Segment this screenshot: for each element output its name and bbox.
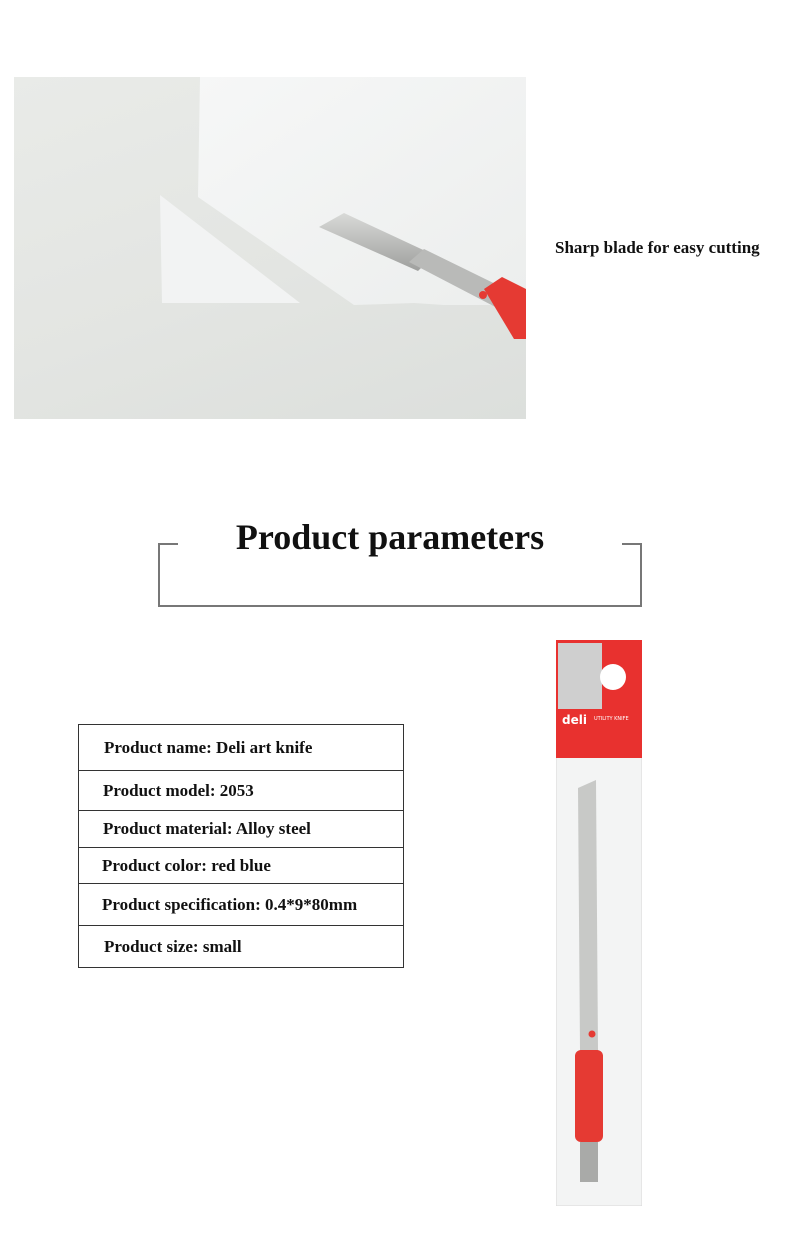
header-blade-window bbox=[558, 643, 602, 709]
param-model: Product model: 2053 bbox=[103, 780, 254, 800]
param-row-size bbox=[79, 926, 403, 967]
photo-caption: Sharp blade for easy cutting bbox=[555, 238, 760, 257]
param-name: Product name: Deli art knife bbox=[104, 737, 313, 757]
frame-tick-right bbox=[622, 543, 642, 545]
param-material: Product material: Alloy steel bbox=[103, 819, 311, 838]
package-knife-tail bbox=[580, 1142, 598, 1182]
param-color: Product color: red blue bbox=[102, 855, 271, 875]
param-row-model bbox=[79, 771, 403, 811]
param-specification: Product specification: 0.4*9*80mm bbox=[102, 894, 358, 914]
package-knife-handle bbox=[575, 1050, 603, 1142]
param-row-name bbox=[79, 725, 403, 771]
package-illustration bbox=[556, 640, 642, 1206]
param-size: Product size: small bbox=[104, 936, 242, 956]
param-row-material bbox=[79, 811, 403, 848]
hang-hole bbox=[600, 664, 626, 690]
product-package bbox=[556, 640, 642, 1206]
params-table bbox=[78, 724, 404, 968]
param-row-color bbox=[79, 848, 403, 884]
product-type-text: UTILITY KNIFE bbox=[594, 716, 629, 722]
cutting-illustration bbox=[14, 77, 526, 419]
cutting-photo bbox=[14, 77, 526, 419]
package-slider-button bbox=[589, 1031, 596, 1038]
brand-logo-text: deli bbox=[562, 713, 587, 727]
param-row-specification bbox=[79, 884, 403, 926]
package-knife-blade bbox=[578, 780, 598, 1050]
knife-handle bbox=[484, 277, 526, 339]
frame-tick-left bbox=[158, 543, 178, 545]
section-title: Product parameters bbox=[180, 513, 600, 561]
knife-slider-button bbox=[479, 291, 487, 299]
